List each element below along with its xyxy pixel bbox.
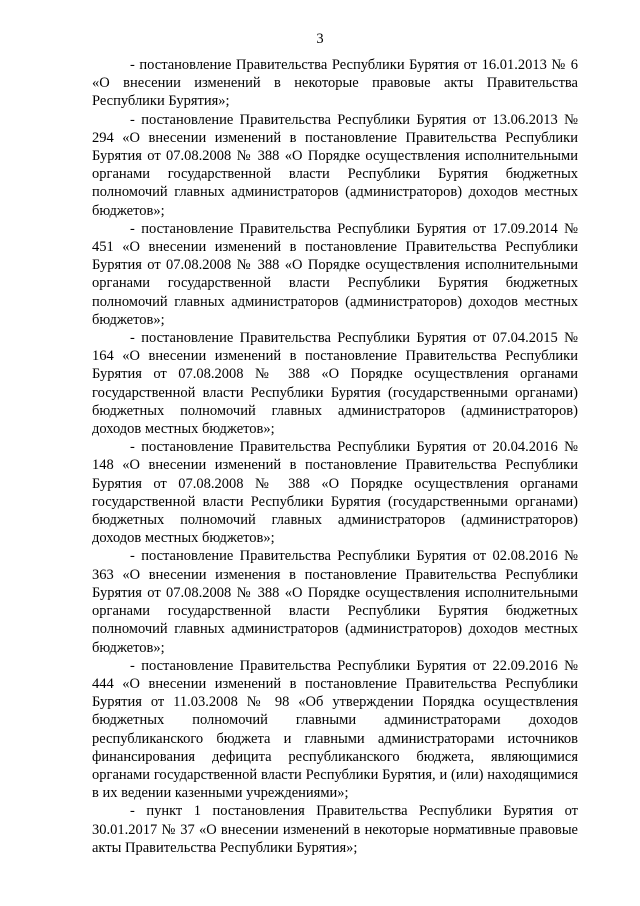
list-item: - постановление Правительства Республики Бурятия от 13.06.2013 № 294 «О внесении изменений в постановление Правительства Республики Бурятия от 07.08.2008 № 388 «О Порядке осуществления исполнительными органами государственной власти Республики Бурятия бюджетных полномочий главных администраторов (администраторов) доходов местных бюджетов»; (92, 111, 578, 219)
list-item: - постановление Правительства Республики Бурятия от 17.09.2014 № 451 «О внесении изменений в постановление Правительства Республики Бурятия от 07.08.2008 № 388 «О Порядке осуществления исполнительными органами государственной власти Республики Бурятия бюджетных полномочий главных администраторов (администраторов) доходов местных бюджетов»; (92, 220, 578, 328)
list-item: - постановление Правительства Республики Бурятия от 16.01.2013 № 6 «О внесении изменений в некоторые правовые акты Правительства Республики Бурятия»; (92, 57, 578, 110)
list-item: - постановление Правительства Республики Бурятия от 22.09.2016 № 444 «О внесении изменений в постановление Правительства Республики Бурятия от 11.03.2008 № 98 «Об утверждении Порядка осуществления бюджетных полномочий главными администраторами доходов республиканского бюджета и главными администраторами источников финансирования дефицита республиканского бюджета, являющимися органами государственной власти Республики Бурятия, и (или) находящимися в их ведении казенными учреждениями»; (92, 657, 578, 802)
list-item: - постановление Правительства Республики Бурятия от 02.08.2016 № 363 «О внесении изменения в постановление Правительства Республики Бурятия от 07.08.2008 № 388 «О Порядке осуществления исполнительными органами государственной власти Республики Бурятия бюджетных полномочий главных администраторов (администраторов) доходов местных бюджетов»; (92, 548, 578, 656)
list-item: - пункт 1 постановления Правительства Республики Бурятия от 30.01.2017 № 37 «О внесении изменений в некоторые нормативные правовые акты Правительства Республики Бурятия»; (92, 803, 578, 856)
list-item: - постановление Правительства Республики Бурятия от 07.04.2015 № 164 «О внесении изменений в постановление Правительства Республики Бурятия от 07.08.2008 № 388 «О Порядке осуществления органами государственной власти Республики Бурятия (государственными органами) бюджетных полномочий главных администраторов (администраторов) доходов местных бюджетов»; (92, 330, 578, 438)
page-number: 3 (316, 31, 324, 47)
document-body (92, 56, 578, 857)
list-item: - постановление Правительства Республики Бурятия от 20.04.2016 № 148 «О внесении изменений в постановление Правительства Республики Бурятия от 07.08.2008 № 388 «О Порядке осуществления органами государственной власти Республики Бурятия (государственными органами) бюджетных полномочий главных администраторов (администраторов) доходов местных бюджетов»; (92, 439, 578, 547)
